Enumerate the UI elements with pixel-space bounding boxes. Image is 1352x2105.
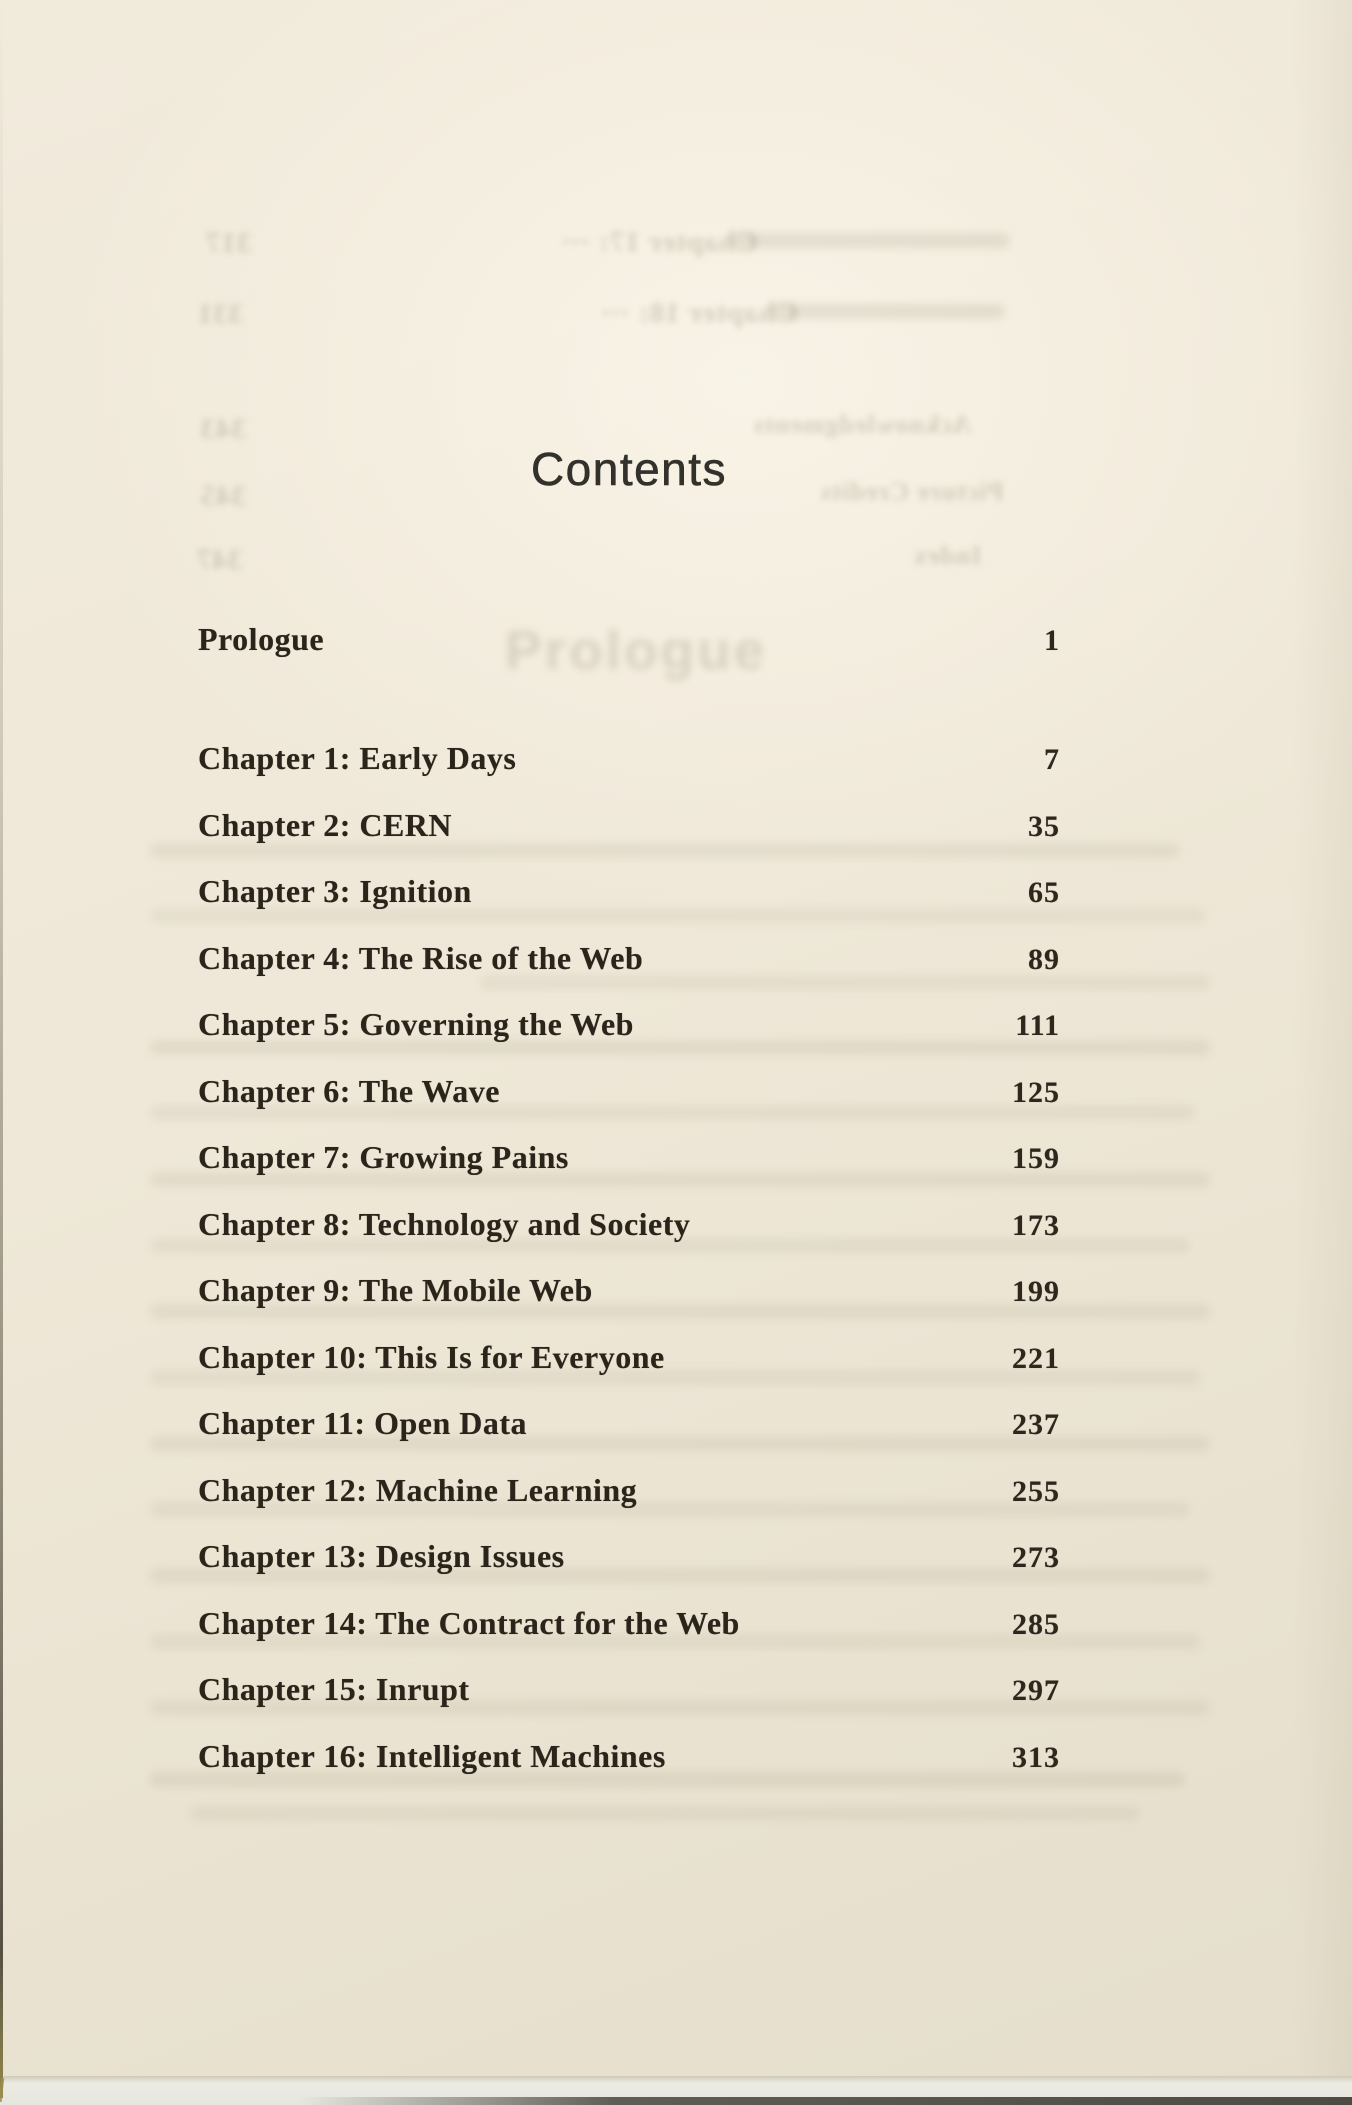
toc-label: Chapter 12: Machine Learning (198, 1472, 638, 1508)
toc-label: Chapter 2: CERN (198, 807, 453, 843)
toc-page-number: 1 (1044, 624, 1060, 657)
toc-row (198, 1007, 1060, 1042)
toc-label: Chapter 3: Ignition (198, 873, 472, 909)
toc-label: Chapter 5: Governing the Web (198, 1006, 634, 1042)
toc-label: Chapter 6: The Wave (198, 1073, 500, 1109)
toc-page-number: 173 (1012, 1209, 1060, 1242)
toc-page-number: 7 (1044, 743, 1060, 776)
toc-page-number: 35 (1028, 810, 1060, 843)
toc-row (198, 622, 1060, 657)
bleedthrough-page-number: 331 (197, 298, 244, 330)
toc-label: Chapter 1: Early Days (198, 740, 517, 776)
toc-row (198, 808, 1060, 843)
toc-label: Chapter 15: Inrupt (198, 1671, 470, 1707)
toc-label: Chapter 16: Intelligent Machines (198, 1738, 666, 1774)
toc-page-number: 89 (1028, 943, 1060, 976)
bleedthrough-text-line (150, 1772, 1185, 1787)
toc-row (198, 1739, 1060, 1774)
toc-row (198, 1273, 1060, 1308)
toc-row (198, 874, 1060, 909)
bleedthrough-page-number: 345 (200, 480, 247, 512)
toc-row (198, 1074, 1060, 1109)
toc-page-number: 125 (1012, 1076, 1060, 1109)
photo-bottom-shadow (300, 2097, 1352, 2105)
toc-row (198, 1140, 1060, 1175)
toc-page-number: 65 (1028, 876, 1060, 909)
bleedthrough-toc-label: Chapter 17: ⋯ (560, 226, 758, 258)
toc-page-number: 313 (1012, 1741, 1060, 1774)
toc-label: Chapter 13: Design Issues (198, 1538, 565, 1574)
page-title: Contents (530, 443, 728, 495)
bleedthrough-smudge (730, 233, 1010, 248)
toc-row (198, 1340, 1060, 1375)
toc-label: Prologue (198, 621, 325, 657)
toc-label: Chapter 7: Growing Pains (198, 1139, 569, 1175)
page-left-edge (0, 0, 3, 2098)
toc-page-number: 255 (1012, 1475, 1060, 1508)
toc-row (198, 741, 1060, 776)
toc-label: Chapter 4: The Rise of the Web (198, 940, 644, 976)
toc-row (198, 1606, 1060, 1641)
toc-page-number: 237 (1012, 1408, 1060, 1441)
bleedthrough-page-number: 347 (196, 544, 243, 576)
bleedthrough-smudge (770, 304, 1005, 319)
bleedthrough-text-line (150, 843, 1180, 858)
toc-row (198, 1473, 1060, 1508)
bleedthrough-text-line (480, 975, 1210, 990)
bleedthrough-toc-label: Index (913, 541, 982, 570)
toc-label: Chapter 8: Technology and Society (198, 1206, 691, 1242)
toc-label: Chapter 10: This Is for Everyone (198, 1339, 665, 1375)
toc-page-number: 199 (1012, 1275, 1060, 1308)
toc-row (198, 1406, 1060, 1441)
bleedthrough-toc-label: Chapter 18: ⋯ (600, 297, 798, 329)
bleedthrough-text-line (150, 1040, 1210, 1055)
toc-row (198, 1672, 1060, 1707)
toc-row (198, 941, 1060, 976)
toc-page-number: 111 (1015, 1009, 1060, 1042)
toc-row (198, 1539, 1060, 1574)
bleedthrough-text-line (150, 908, 1205, 923)
toc-page-number: 159 (1012, 1142, 1060, 1175)
toc-row (198, 1207, 1060, 1242)
bleedthrough-page-number: 343 (200, 413, 247, 445)
bleedthrough-prologue-heading: Prologue (505, 619, 768, 681)
toc-page-number: 273 (1012, 1541, 1060, 1574)
bleedthrough-page-number: 317 (205, 227, 252, 259)
toc-label: Chapter 9: The Mobile Web (198, 1272, 593, 1308)
bleedthrough-toc-label: Acknowledgments (753, 410, 972, 439)
toc-label: Chapter 14: The Contract for the Web (198, 1605, 740, 1641)
toc-label: Chapter 11: Open Data (198, 1405, 528, 1441)
bleedthrough-toc-label: Picture Credits (820, 477, 1004, 506)
toc-page-number: 297 (1012, 1674, 1060, 1707)
toc-page-number: 221 (1012, 1342, 1060, 1375)
bleedthrough-text-line (190, 1806, 1140, 1821)
toc-page-number: 285 (1012, 1608, 1060, 1641)
